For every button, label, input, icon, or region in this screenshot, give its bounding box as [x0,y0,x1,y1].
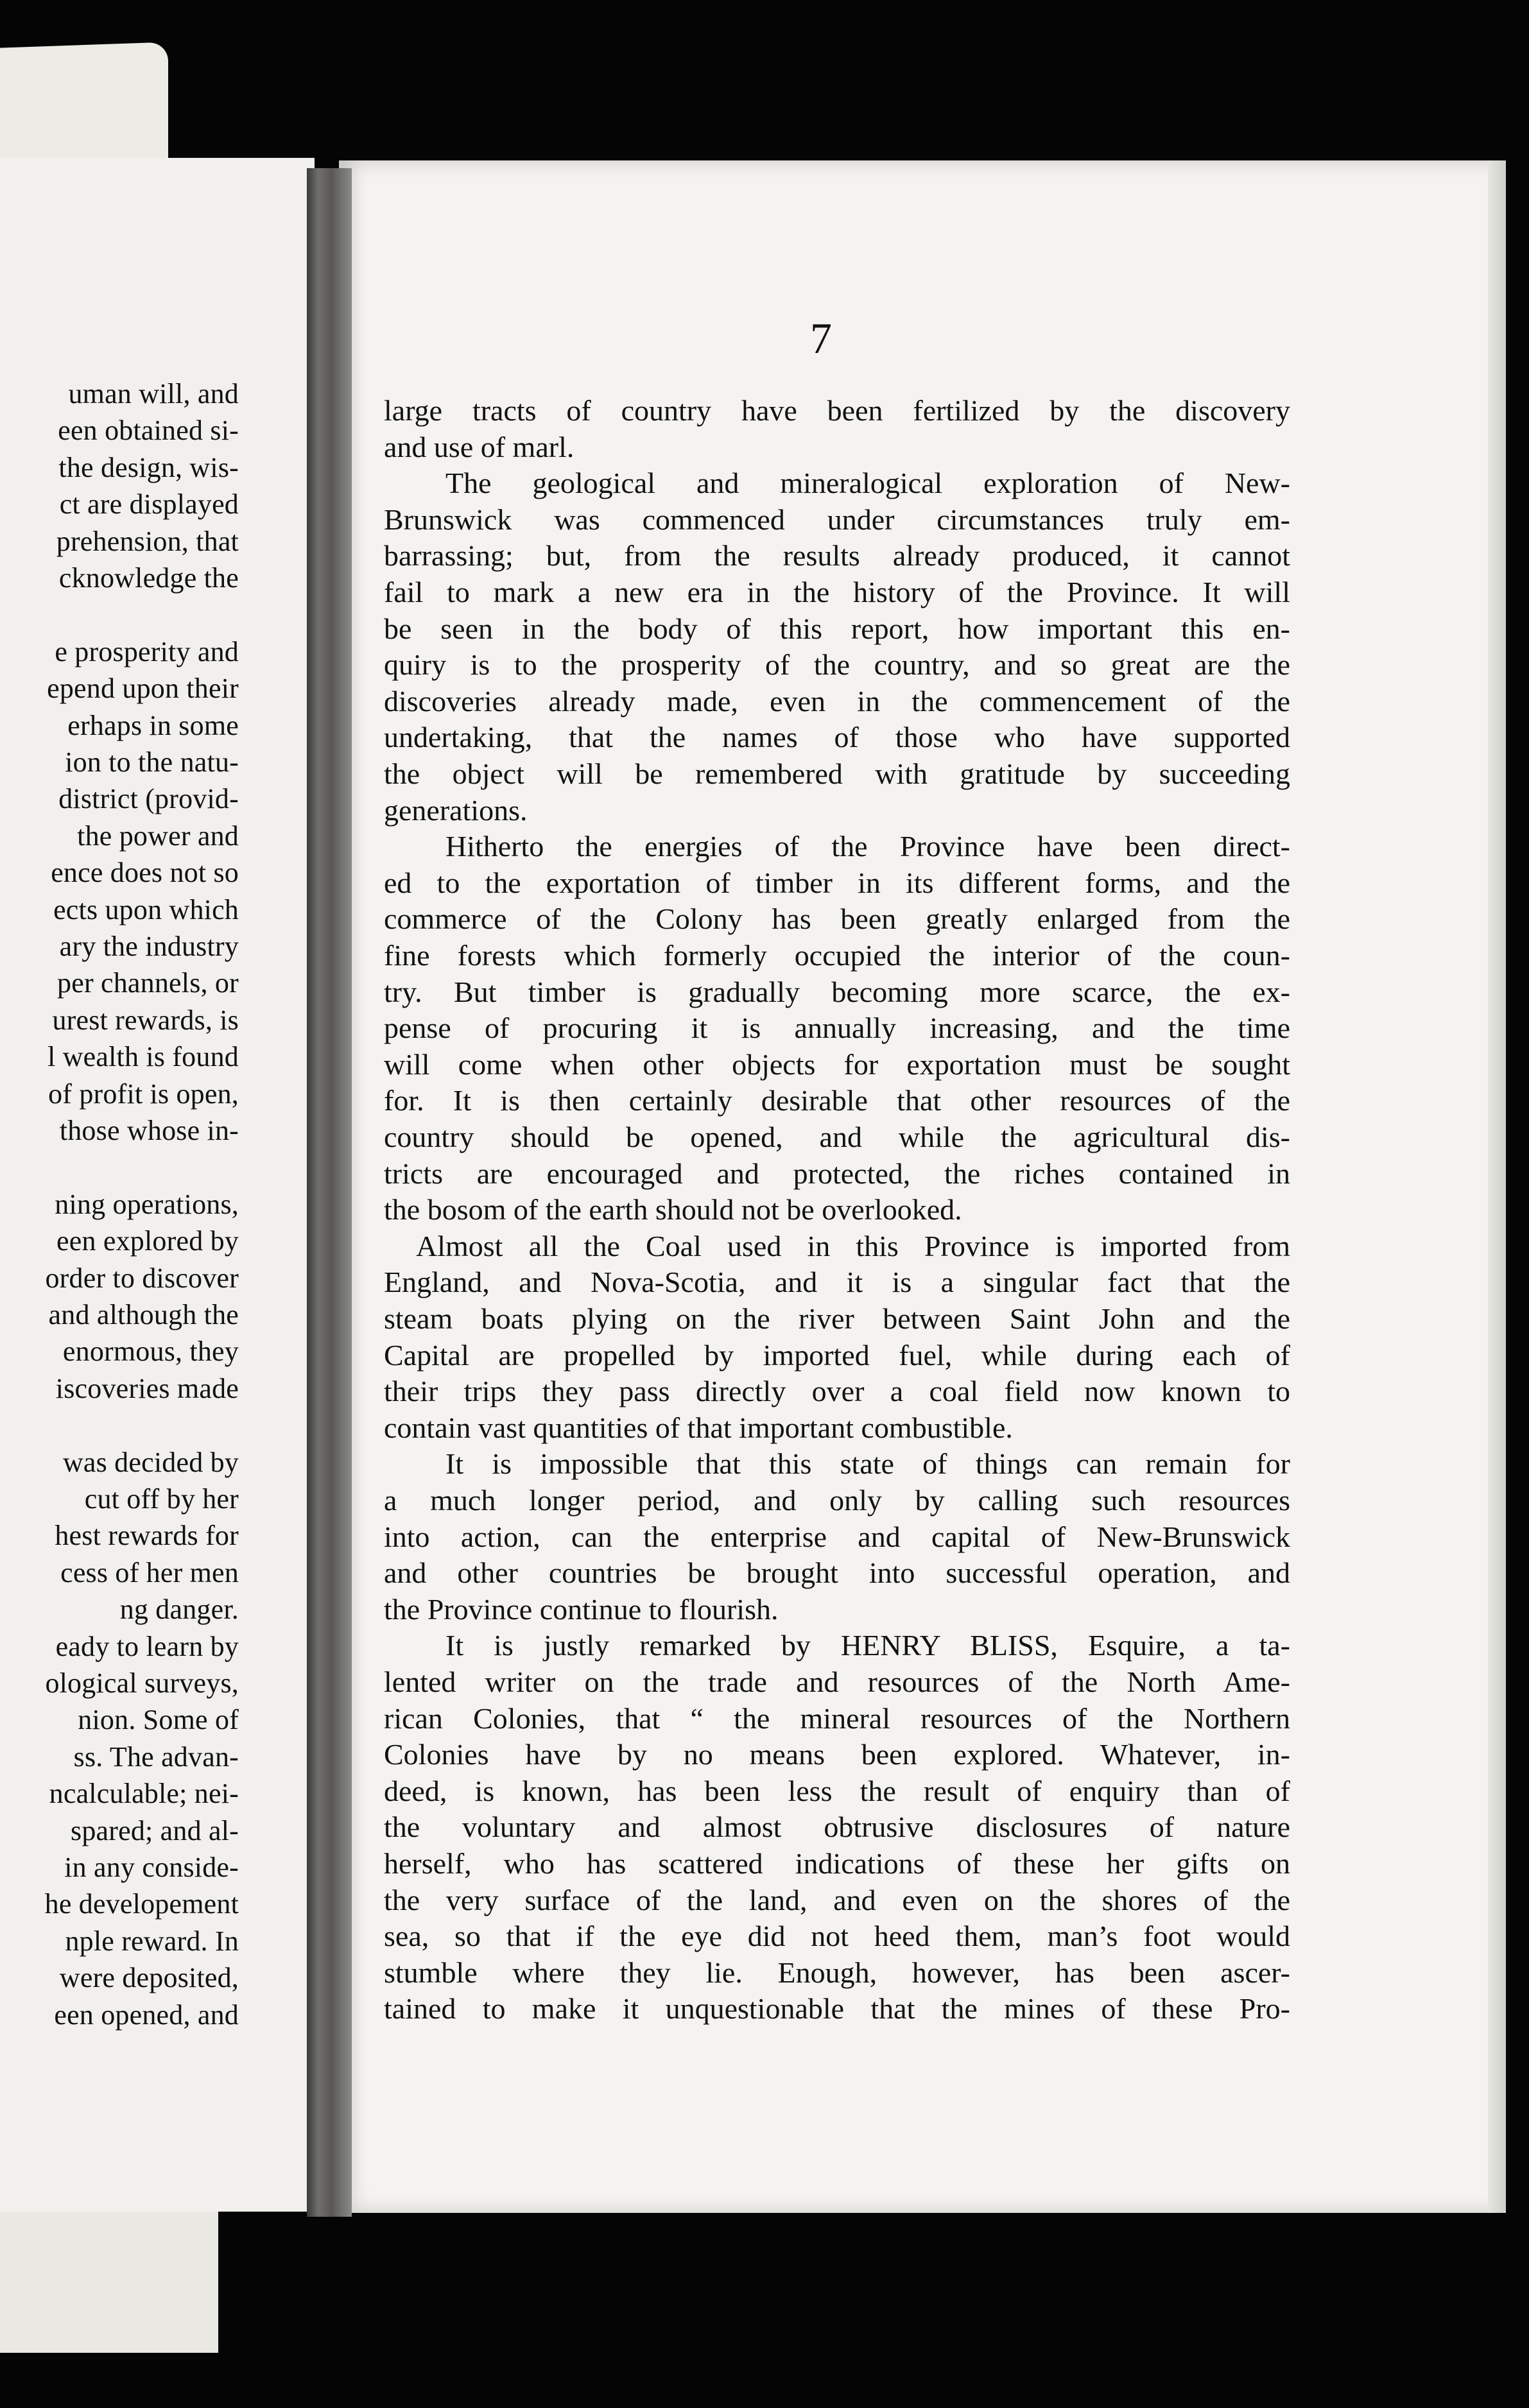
left-page-line: een obtained si- [58,415,239,447]
page-text-line: for. It is then certainly desirable that other resources of the [384,1084,1290,1117]
left-page-line: nple reward. In [65,1925,239,1957]
page-text-line: and other countries be brought into successful operation, and [384,1556,1290,1590]
page-text-line: lented writer on the trade and resources of the North Ame- [384,1665,1290,1698]
page-text-line: try. But timber is gradually becoming more scarce, the ex- [384,975,1290,1008]
page-text-line: and use of marl. [384,430,574,463]
left-page-line: the design, wis- [58,451,239,483]
left-page-line: ncalculable; nei- [49,1778,239,1810]
page-text-line: barrassing; but, from the results already produced, it cannot [384,539,1290,572]
left-page-line: ct are displayed [59,488,239,520]
page-text-line: their trips they pass directly over a coal field now known to [384,1375,1290,1408]
page-text-line: sea, so that if the eye did not heed them, man’s foot would [384,1920,1290,1953]
page-text-line: contain vast quantities of that important combustible. [384,1411,1013,1444]
left-page-line: he developement [44,1888,239,1920]
page-text-line: Almost all the Coal used in this Province is imported from [416,1229,1290,1262]
page-text-line: fail to mark a new era in the history of the Province. It will [384,576,1290,608]
book-gutter [307,168,352,2217]
left-page-line: were deposited, [59,1962,239,1994]
left-page-line: ning operations, [55,1188,239,1220]
left-page-line: those whose in- [59,1115,239,1146]
page-text-line: discoveries already made, even in the commencement of the [384,684,1290,718]
left-page-line: cknowledge the [58,562,239,594]
left-page-line: district (provid- [58,783,239,815]
page-text-line: deed, is known, has been less the result of enquiry than of [384,1774,1290,1807]
left-page-line: enormous, they [62,1336,239,1368]
left-page-bottom-edge [0,2212,218,2353]
page-text-line: quiry is to the prosperity of the country, and so great are the [384,648,1290,682]
left-page-line: the power and [77,820,239,852]
page-text-line: Colonies have by no means been explored. Whatever, in- [384,1738,1290,1771]
page-text-line: stumble where they lie. Enough, however, has been ascer- [384,1956,1290,1989]
left-page-line: een explored by [56,1225,239,1257]
left-page-line: e prosperity and [55,635,239,667]
page-text-line: tricts are encouraged and protected, the riches contained in [384,1157,1290,1190]
previous-page-corner [0,42,168,166]
page-text-line: The geological and mineralogical exploration of New- [445,467,1290,500]
left-page-line: order to discover [45,1262,239,1294]
page-text-line: ed to the exportation of timber in its different forms, and the [384,866,1290,899]
left-page-line: ary the industry [59,931,239,962]
left-page-line: erhaps in some [67,709,239,741]
page-text-line: the Province continue to flourish. [384,1592,779,1626]
page-text-line: tained to make it unquestionable that the mines of these Pro- [384,1992,1290,2025]
page-number: 7 [810,314,832,363]
right-page-edge [1488,160,1506,2213]
left-page-line: iscoveries made [55,1372,239,1404]
left-page-line: nion. Some of [78,1704,239,1736]
left-page-line: cut off by her [84,1483,239,1515]
page-text-line: fine forests which formerly occupied the interior of the coun- [384,939,1290,972]
page-text-line: England, and Nova-Scotia, and it is a singular fact that the [384,1266,1290,1299]
page-text-line: herself, who has scattered indications of these her gifts on [384,1847,1290,1880]
left-page-line: ng danger. [119,1594,239,1626]
left-page-line: ence does not so [51,857,239,889]
left-page-text [0,377,239,2033]
page-text-line: rican Colonies, that “ the mineral resources of the Northern [384,1701,1290,1735]
page-text-line: commerce of the Colony has been greatly enlarged from the [384,902,1290,936]
page-text-line: the voluntary and almost obtrusive disclosures of nature [384,1810,1290,1844]
left-page-line: een opened, and [54,1999,239,2031]
page-text-line: large tracts of country have been fertilized by the discovery [384,394,1290,427]
page-text-line: Brunswick was commenced under circumstances truly em- [384,503,1290,536]
right-page-text [384,393,1290,2028]
left-page-line: ological surveys, [45,1667,239,1699]
left-page-line: cess of her men [60,1556,239,1588]
page-text-line: Capital are propelled by imported fuel, while during each of [384,1338,1290,1372]
left-page-line: spared; and al- [71,1814,239,1846]
left-page-line: ss. The advan- [73,1741,239,1773]
page-text-line: be seen in the body of this report, how important this en- [384,612,1290,645]
page-text-line: into action, can the enterprise and capital of New-Brunswick [384,1520,1290,1553]
page-text-line: It is impossible that this state of things can remain for [445,1447,1290,1481]
left-page-line: ion to the natu- [65,746,239,778]
page-text-line: pense of procuring it is annually increasing, and the time [384,1011,1290,1045]
left-page-line: hest rewards for [55,1520,239,1552]
left-page-line: prehension, that [56,525,239,557]
page-text-line: steam boats plying on the river between Saint John and the [384,1302,1290,1335]
page-text-line: a much longer period, and only by calling such resources [384,1484,1290,1517]
left-page-line: eady to learn by [55,1630,239,1662]
left-page-line: epend upon their [47,673,239,705]
page-text-line: the bosom of the earth should not be overlooked. [384,1193,962,1226]
page-text-line: It is justly remarked by HENRY BLISS, Esquire, a ta- [445,1629,1290,1662]
left-page-line: per channels, or [57,967,239,999]
left-page-line: was decided by [62,1446,239,1478]
page-text-line: the very surface of the land, and even on the shores of the [384,1883,1290,1916]
left-page-line: urest rewards, is [52,1004,239,1036]
page-text-line: Hitherto the energies of the Province have been direct- [445,830,1290,863]
page-text-line: generations. [384,793,528,827]
left-page-line: of profit is open, [48,1078,239,1110]
left-page-line: and although the [48,1299,239,1330]
left-page-line: in any conside- [64,1852,239,1883]
left-page-line: uman will, and [68,378,239,409]
page-text-line: country should be opened, and while the agricultural dis- [384,1121,1290,1153]
left-page-line: l wealth is found [48,1041,239,1073]
left-page-line: ects upon which [53,893,239,925]
page-text-line: undertaking, that the names of those who have supported [384,721,1290,754]
page-text-line: the object will be remembered with gratitude by succeeding [384,757,1290,790]
page-text-line: will come when other objects for exportation must be sought [384,1047,1290,1081]
